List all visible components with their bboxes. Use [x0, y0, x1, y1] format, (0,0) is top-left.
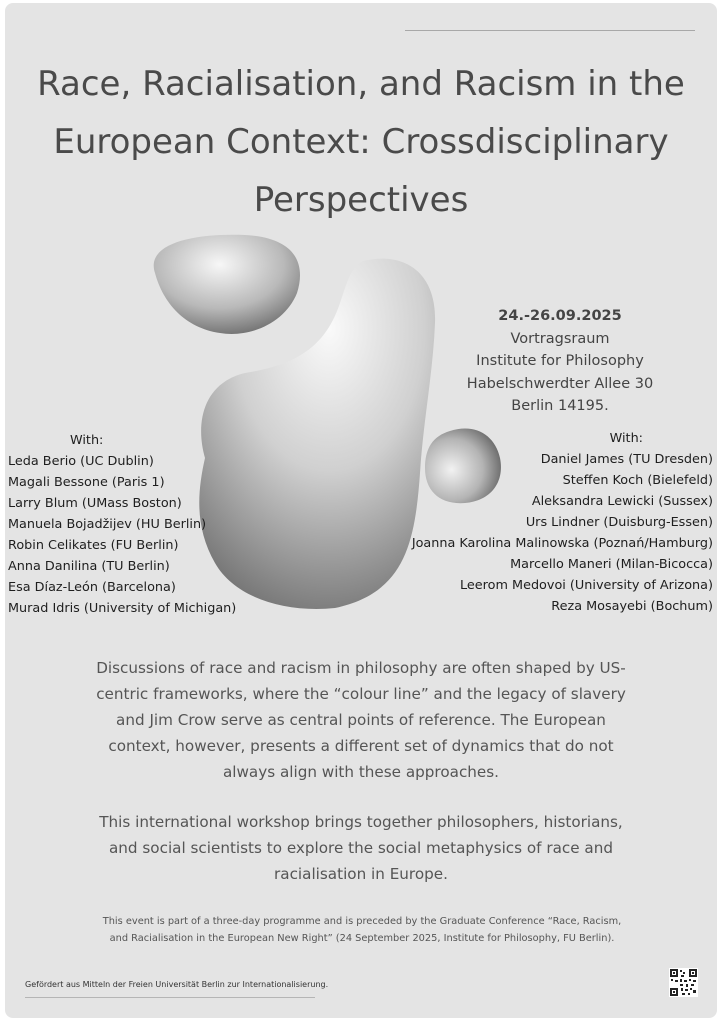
venue-line: Vortragsraum: [510, 330, 610, 347]
title-line: Race, Racialisation, and Racism in the: [37, 64, 685, 104]
footnote-line: This event is part of a three-day programme and is preceded by the Graduate Conference “Race, Racism,: [102, 916, 622, 927]
speaker-name: Urs Lindner (Duisburg-Essen): [525, 515, 713, 530]
description-line: and social scientists to explore the social metaphysics of race and: [108, 839, 613, 857]
speaker-name: Aleksandra Lewicki (Sussex): [531, 494, 713, 509]
title-line: European Context: Crossdisciplinary: [53, 122, 669, 162]
event-details: [435, 305, 685, 418]
programme-footnote: [60, 913, 664, 947]
funding-divider: [25, 997, 315, 998]
description-line: centric frameworks, where the “colour line” and the legacy of slavery: [96, 685, 626, 703]
venue-line: Institute for Philosophy: [476, 353, 644, 369]
description-paragraph-2: [61, 809, 661, 887]
title-line: Perspectives: [253, 180, 469, 220]
venue-line: Habelschwerdter Allee 30: [466, 375, 654, 392]
speaker-list-heading: With:: [70, 433, 104, 448]
speaker-name: Joanna Karolina Malinowska (Poznań/Hamburg): [411, 536, 713, 551]
description-line: context, however, presents a different set of dynamics that do not: [108, 737, 614, 755]
speaker-name: Manuela Bojadžijev (HU Berlin): [8, 517, 207, 532]
speaker-list-heading: With:: [609, 431, 643, 446]
speaker-list-left: [8, 430, 248, 619]
speaker-name: Reza Mosayebi (Bochum): [551, 599, 713, 614]
description-line: Discussions of race and racism in philosophy are often shaped by US-: [96, 659, 626, 677]
speaker-name: Leda Berio (UC Dublin): [8, 454, 154, 469]
venue-line: Berlin 14195.: [511, 398, 609, 414]
funding-note: Gefördert aus Mitteln der Freien Universität Berlin zur Internationalisierung.: [25, 980, 329, 989]
qr-code-icon[interactable]: [669, 968, 698, 997]
speaker-name: Steffen Koch (Bielefeld): [562, 473, 713, 488]
description-paragraph-1: [61, 655, 661, 785]
speaker-name: Marcello Maneri (Milan-Bicocca): [510, 557, 713, 572]
speaker-name: Esa Díaz-León (Barcelona): [8, 580, 176, 595]
speaker-name: Larry Blum (UMass Boston): [8, 496, 182, 511]
description-line: and Jim Crow serve as central points of reference. The European: [116, 711, 606, 729]
speaker-name: Anna Danilina (TU Berlin): [8, 559, 170, 574]
speaker-name: Magali Bessone (Paris 1): [8, 475, 165, 490]
speaker-list-right: [373, 428, 713, 617]
description-line: racialisation in Europe.: [274, 865, 448, 883]
speaker-name: Robin Celikates (FU Berlin): [8, 538, 179, 553]
footnote-line: and Racialisation in the European New Right” (24 September 2025, Institute for Philosophy, FU Berlin).: [109, 933, 615, 944]
poster: [5, 3, 717, 1018]
blob-shape-small-top: [154, 235, 300, 334]
description-line: always align with these approaches.: [222, 763, 500, 781]
speaker-name: Daniel James (TU Dresden): [540, 452, 713, 467]
speaker-name: Leerom Medovoi (University of Arizona): [460, 578, 713, 593]
event-date: 24.-26.09.2025: [498, 308, 622, 324]
description-line: This international workshop brings together philosophers, historians,: [99, 813, 623, 831]
speaker-name: Murad Idris (University of Michigan): [8, 601, 237, 616]
poster-title: [13, 55, 709, 229]
